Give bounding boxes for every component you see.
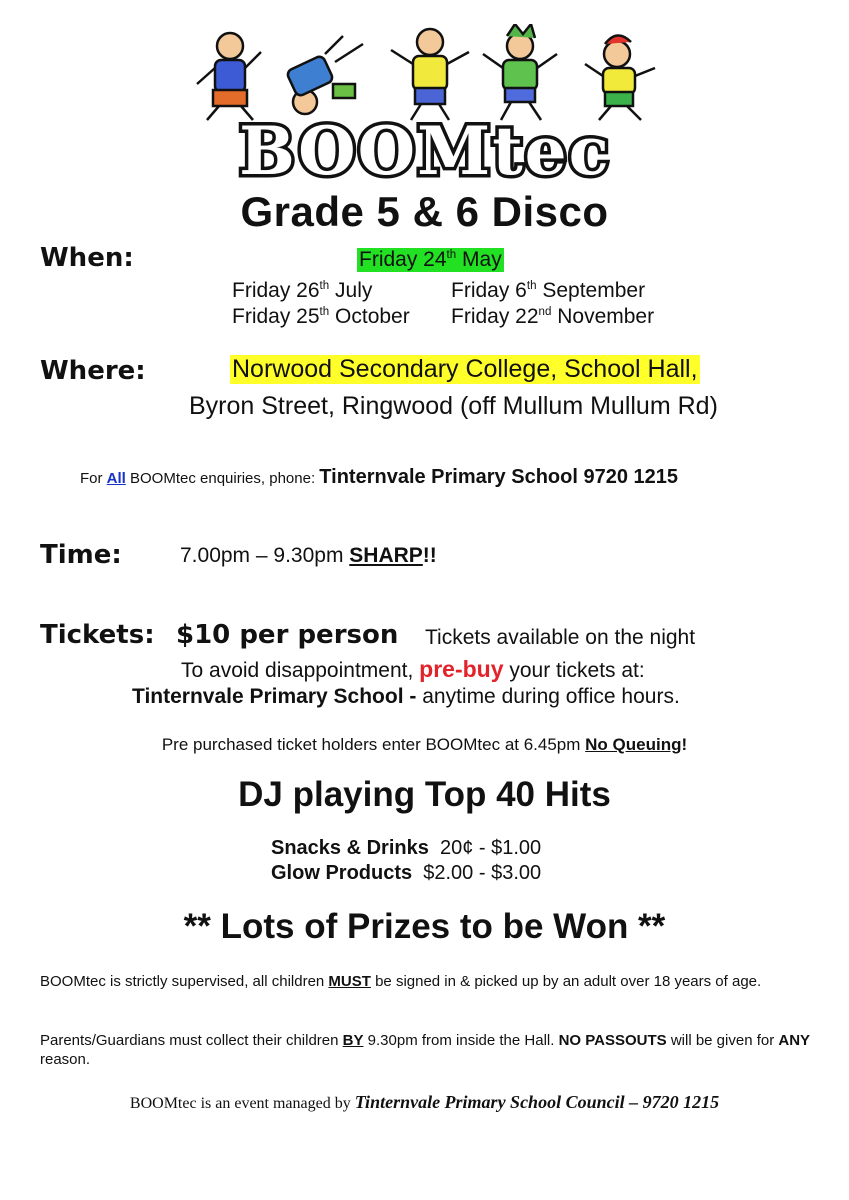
tickets-label: Tickets: <box>40 620 155 650</box>
prizes-heading: ** Lots of Prizes to be Won ** <box>183 907 666 946</box>
highlighted-date: Friday 24th May <box>359 248 502 271</box>
all-emphasis: All <box>106 470 126 487</box>
time-value: 7.00pm – 9.30pm SHARP!! <box>180 544 437 567</box>
prepurchase-note: Pre purchased ticket holders enter BOOMtec at 6.45pm No Queuing! <box>161 735 688 754</box>
enquiries-line: For All BOOMtec enquiries, phone: Tinternvale Primary School 9720 1215 <box>80 466 678 488</box>
date-item: Friday 26th July <box>232 279 373 302</box>
footer-note: BOOMtec is an event managed by Tinternvale Primary School Council – 9720 1215 <box>129 1092 720 1112</box>
boomtec-logo-text: BOOMtec <box>239 112 611 180</box>
enquiries-contact: Tinternvale Primary School 9720 1215 <box>319 466 678 488</box>
supervision-note: BOOMtec is strictly supervised, all children MUST be signed in & picked up by an adult over 18 years of age. <box>40 973 762 990</box>
sharp-emphasis: SHARP <box>349 544 423 567</box>
ticket-outlet: Tinternvale Primary School - anytime during office hours. <box>132 685 680 708</box>
prebuy-emphasis: pre-buy <box>419 656 504 682</box>
page-title: Grade 5 & 6 Disco <box>240 188 609 235</box>
dancer-figure-4 <box>483 24 557 120</box>
prebuy-line: To avoid disappointment, pre-buy your tickets at: <box>181 656 645 682</box>
ticket-price: $10 per person <box>176 620 399 650</box>
time-label: Time: <box>40 540 122 570</box>
dancer-figure-1 <box>197 33 261 120</box>
where-label: Where: <box>40 356 146 386</box>
venue-address: Byron Street, Ringwood (off Mullum Mullum Rd) <box>189 392 718 420</box>
date-item: Friday 6th September <box>451 279 646 302</box>
when-label: When: <box>40 243 134 273</box>
dancer-figure-5 <box>585 35 655 120</box>
dj-heading: DJ playing Top 40 Hits <box>238 775 611 814</box>
tickets-available: Tickets available on the night <box>425 626 696 649</box>
snacks-line: Snacks & Drinks 20¢ - $1.00 <box>271 837 542 859</box>
venue-name: Norwood Secondary College, School Hall, <box>232 355 698 383</box>
dancer-figure-3 <box>391 29 469 120</box>
boomtec-logo-art <box>185 24 665 180</box>
collection-note: Parents/Guardians must collect their children BY 9.30pm from inside the Hall. NO PASSOUTS will be given for ANY reason. <box>40 1032 811 1068</box>
date-item: Friday 22nd November <box>451 305 655 328</box>
date-item: Friday 25th October <box>232 305 410 328</box>
dancer-figure-2 <box>286 36 363 114</box>
glow-line: Glow Products $2.00 - $3.00 <box>271 862 542 884</box>
